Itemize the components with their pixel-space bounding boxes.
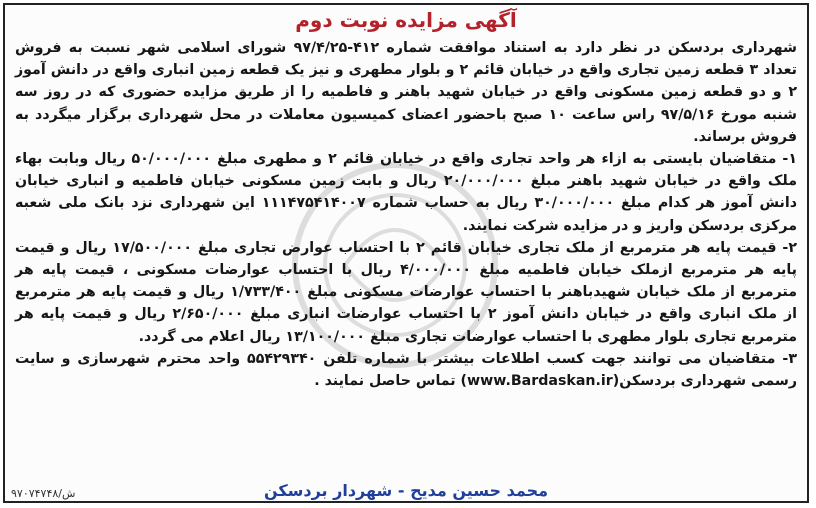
notice-clause-2: ۲- قیمت پایه هر مترمربع از ملک تجاری خیابان قائم ۲ با احتساب عوارض تجاری مبلغ ۱۷/۵۰۰/۰۰۰ ریال و قیمت پایه هر مترمربع ازملک خیابان فاطمیه مبلغ ۴/۰۰۰/۰۰۰ ریال با احتساب عوارضات مسکونی ، قیمت پایه هر مترمربع از ملک خیابان شهیدباهنر با احتساب عوارضات مسکونی مبلغ ۱/۷۳۳/۴۰۰ ریال و قیمت پایه هر مترمربع از ملک انباری واقع در خیابان دانش آموز ۲ با احتساب عوارضات انباری مبلغ ۲/۶۵۰/۰۰۰ ریال و قیمت پایه هر مترمربع تجاری بلوار مطهری با احتساب عوارضات تجاری مبلغ ۱۳/۱۰۰/۰۰۰ ریال اعلام می گردد. xyxy=(15,239,797,345)
notice-code: ۹۷۰۷۴۷۴۸/ش xyxy=(11,487,76,500)
notice-intro: شهرداری بردسکن در نظر دارد به استناد موافقت شماره ۴۱۲-۹۷/۴/۲۵ شورای اسلامی شهر نسبت به فروش تعداد ۳ قطعه زمین تجاری واقع در خیابان قائم ۲ و بلوار مطهری و نیز یک قطعه زمین انباری واقع در دانش آموز ۲ و دو قطعه زمین مسکونی واقع در خیابان شهید باهنر و فاطمیه را از طریق مزایده حضوری که در روز سه شنبه مورخ ۹۷/۵/۱۶ راس ساعت ۱۰ صبح باحضور اعضای کمیسیون معاملات در محل شهرداری برگزار میگردد به فروش برساند. xyxy=(15,40,798,145)
notice-body xyxy=(15,37,797,392)
notice-signature: محمد حسین مدیح - شهردار بردسکن xyxy=(263,481,549,500)
notice-clause-1: ۱- متقاضیان بایستی به ازاء هر واحد تجاری واقع در خیابان قائم ۲ و مطهری مبلغ ۵۰/۰۰۰/۰۰۰ ریال وبابت بهاء ملک واقع در خیابان شهید باهنر مبلغ ۲۰/۰۰۰/۰۰۰ ریال و بابت زمین مسکونی خیابان فاطمیه و انباری خیابان دانش آموز هر کدام مبلغ ۳۰/۰۰۰/۰۰۰ ریال به حساب شماره ۱۱۱۴۷۵۴۱۴۰۰۷ این شهرداری نزد بانک ملی شعبه مرکزی بردسکن واریز و در مزایده شرکت نمایند. xyxy=(15,151,797,234)
notice-clause-3: ۳- متقاضیان می توانند جهت کسب اطلاعات بیشتر با شماره تلفن ۵۵۴۲۹۳۴۰ واحد محترم شهرسازی و سایت رسمی شهرداری بردسکن(www.Bardaskan.ir) تماس حاصل نمایند . xyxy=(15,350,797,390)
notice-title: آگهی مزایده نوبت دوم xyxy=(295,8,517,32)
notice-frame xyxy=(3,3,809,503)
